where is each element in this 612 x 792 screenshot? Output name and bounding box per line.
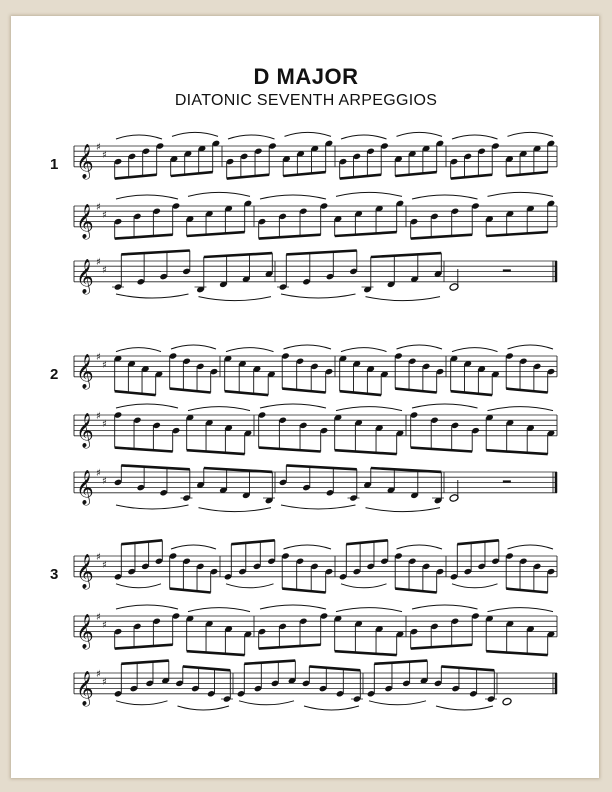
page-subtitle: DIATONIC SEVENTH ARPEGGIOS bbox=[174, 92, 438, 109]
note-beam bbox=[335, 450, 397, 454]
slur bbox=[488, 192, 554, 196]
sharp-icon: ♯ bbox=[96, 257, 101, 268]
sharp-icon: ♯ bbox=[96, 142, 101, 153]
note-beam bbox=[259, 645, 321, 649]
note-beam bbox=[187, 651, 245, 655]
slur bbox=[304, 706, 359, 710]
note-beam bbox=[340, 391, 382, 395]
slur bbox=[341, 348, 387, 352]
note-beam bbox=[411, 448, 473, 452]
slur bbox=[341, 584, 387, 588]
slur bbox=[281, 505, 356, 509]
note-beam bbox=[451, 391, 493, 395]
note-beam bbox=[115, 175, 157, 179]
slur bbox=[284, 345, 332, 349]
slur bbox=[452, 135, 498, 139]
note-beam bbox=[121, 251, 190, 255]
note-beam bbox=[121, 465, 190, 469]
slur bbox=[488, 608, 554, 612]
slur bbox=[178, 706, 230, 710]
treble-clef-icon: 𝄞 bbox=[76, 353, 94, 389]
note-beam bbox=[457, 540, 499, 544]
slur bbox=[369, 701, 426, 705]
sharp-icon: ♯ bbox=[96, 612, 101, 623]
slur bbox=[336, 407, 402, 411]
slur bbox=[488, 407, 554, 411]
slur bbox=[260, 195, 326, 199]
slur bbox=[116, 195, 178, 199]
exercise-number-1: 1 bbox=[50, 156, 59, 173]
note-beam bbox=[441, 666, 494, 670]
note-beam bbox=[506, 389, 548, 393]
note-beam bbox=[259, 448, 321, 452]
note-beam bbox=[170, 589, 211, 593]
note-beam bbox=[335, 651, 397, 655]
slur bbox=[412, 195, 478, 199]
note-beam bbox=[486, 232, 548, 236]
note-beam bbox=[187, 450, 245, 454]
note-beam bbox=[506, 589, 548, 593]
slur bbox=[188, 192, 250, 196]
treble-clef-icon: 𝄞 bbox=[76, 613, 94, 649]
slur bbox=[171, 345, 216, 349]
slur bbox=[116, 135, 162, 139]
slur bbox=[199, 508, 272, 512]
slur bbox=[336, 608, 402, 612]
note-beam bbox=[374, 661, 427, 664]
note-beam bbox=[115, 235, 173, 239]
slur bbox=[188, 407, 250, 411]
note-beam bbox=[171, 172, 213, 176]
treble-clef-icon: 𝄞 bbox=[76, 258, 94, 294]
slur bbox=[116, 605, 178, 609]
slur bbox=[397, 132, 443, 136]
slur bbox=[397, 545, 443, 549]
sharp-icon: ♯ bbox=[96, 411, 101, 422]
note-beam bbox=[486, 651, 548, 655]
note-beam bbox=[115, 391, 156, 395]
note-beam bbox=[395, 389, 437, 393]
slur bbox=[188, 608, 250, 612]
note-beam bbox=[486, 450, 548, 454]
slur bbox=[341, 135, 387, 139]
sharp-icon: ♯ bbox=[96, 468, 101, 479]
slur bbox=[116, 584, 161, 588]
note-beam bbox=[371, 253, 442, 257]
note-beam bbox=[451, 175, 493, 179]
note-beam bbox=[411, 645, 473, 649]
note-beam bbox=[115, 448, 173, 452]
treble-clef-icon: 𝄞 bbox=[76, 203, 94, 239]
half-rest bbox=[503, 480, 511, 482]
treble-clef-icon: 𝄞 bbox=[76, 469, 94, 505]
slur bbox=[116, 701, 168, 705]
slur bbox=[226, 584, 274, 588]
note-beam bbox=[282, 589, 326, 593]
note-beam bbox=[282, 389, 326, 393]
sharp-icon: ♯ bbox=[102, 619, 107, 631]
sharp-icon: ♯ bbox=[102, 475, 107, 487]
slur bbox=[284, 545, 332, 549]
slur bbox=[260, 605, 326, 609]
slur bbox=[116, 294, 189, 298]
slur bbox=[412, 404, 478, 408]
note-beam bbox=[204, 253, 272, 257]
slur bbox=[171, 545, 216, 549]
slur bbox=[116, 505, 189, 509]
sharp-icon: ♯ bbox=[96, 202, 101, 213]
note-beam bbox=[187, 232, 245, 236]
half-rest bbox=[503, 269, 511, 271]
note-beam bbox=[244, 661, 295, 664]
sharp-icon: ♯ bbox=[96, 669, 101, 680]
slur bbox=[366, 508, 441, 512]
slur bbox=[260, 404, 326, 408]
sharp-icon: ♯ bbox=[102, 359, 107, 371]
slur bbox=[226, 348, 274, 352]
note-beam bbox=[231, 540, 274, 544]
slur bbox=[281, 294, 356, 298]
note-beam bbox=[335, 232, 397, 236]
slur bbox=[412, 605, 478, 609]
note-beam bbox=[371, 468, 442, 472]
note-head bbox=[502, 697, 512, 706]
slur bbox=[508, 345, 554, 349]
sharp-icon: ♯ bbox=[102, 209, 107, 221]
note-beam bbox=[309, 666, 360, 670]
slur bbox=[452, 584, 498, 588]
note-beam bbox=[286, 251, 357, 255]
sharp-icon: ♯ bbox=[102, 264, 107, 276]
note-beam bbox=[115, 645, 173, 649]
note-beam bbox=[395, 172, 437, 176]
sharp-icon: ♯ bbox=[96, 352, 101, 363]
note-beam bbox=[183, 666, 231, 670]
slur bbox=[436, 706, 493, 710]
sharp-icon: ♯ bbox=[96, 552, 101, 563]
slur bbox=[336, 192, 402, 196]
sharp-icon: ♯ bbox=[102, 559, 107, 571]
slur bbox=[199, 297, 272, 301]
note-beam bbox=[506, 172, 548, 176]
note-beam bbox=[170, 389, 211, 393]
note-beam bbox=[346, 540, 388, 544]
slur bbox=[285, 132, 332, 136]
note-beam bbox=[411, 235, 473, 239]
note-beam bbox=[204, 468, 272, 472]
note-beam bbox=[121, 661, 169, 664]
note-beam bbox=[283, 172, 326, 176]
treble-clef-icon: 𝄞 bbox=[76, 670, 94, 706]
slur bbox=[508, 545, 554, 549]
slur bbox=[452, 348, 498, 352]
note-beam bbox=[340, 175, 382, 179]
slur bbox=[228, 135, 275, 139]
exercise-number-2: 2 bbox=[50, 366, 59, 383]
slur bbox=[239, 701, 294, 705]
note-beam bbox=[259, 235, 321, 239]
note-beam bbox=[395, 589, 437, 593]
note-beam bbox=[227, 175, 270, 179]
sharp-icon: ♯ bbox=[102, 676, 107, 688]
treble-clef-icon: 𝄞 bbox=[76, 553, 94, 589]
slur bbox=[397, 345, 443, 349]
page-title: D MAJOR bbox=[253, 64, 359, 89]
sharp-icon: ♯ bbox=[102, 149, 107, 161]
slur bbox=[116, 404, 178, 408]
note-beam bbox=[121, 540, 162, 544]
treble-clef-icon: 𝄞 bbox=[76, 143, 94, 179]
exercise-number-3: 3 bbox=[50, 566, 59, 583]
slur bbox=[366, 297, 441, 301]
slur bbox=[116, 348, 161, 352]
note-beam bbox=[286, 465, 357, 469]
slur bbox=[508, 132, 554, 136]
note-beam bbox=[225, 391, 269, 395]
sharp-icon: ♯ bbox=[102, 418, 107, 430]
treble-clef-icon: 𝄞 bbox=[76, 412, 94, 448]
slur bbox=[172, 132, 218, 136]
